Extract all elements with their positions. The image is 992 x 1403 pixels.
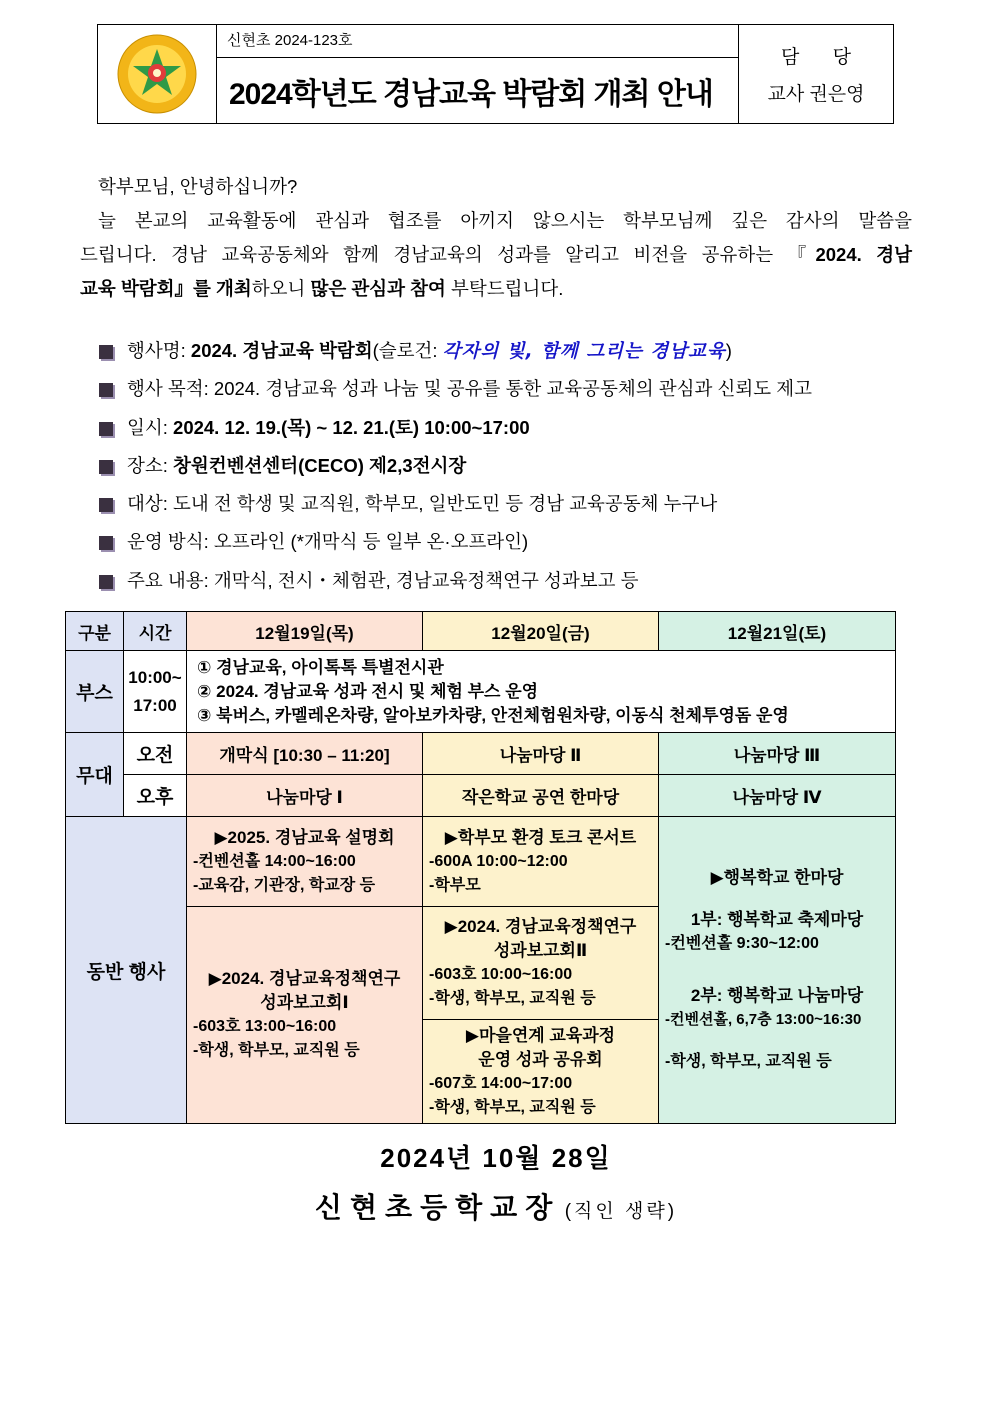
event-info-list: [99, 336, 919, 604]
event-title: 운영 성과 공유회: [478, 1049, 603, 1069]
booth-item: ② 2024. 경남교육 성과 전시 및 체험 부스 운영: [197, 681, 539, 701]
event-title: ▶2025. 경남교육 설명회: [214, 827, 395, 847]
table-row: [66, 733, 896, 775]
event-detail: -컨벤션홀, 6,7층 13:00~16:30: [665, 1011, 862, 1028]
booth-label: 부스: [66, 651, 124, 733]
event-title: ▶학부모 환경 토크 콘서트: [444, 827, 637, 847]
list-item: [99, 489, 919, 527]
list-item: [99, 451, 919, 489]
list-item: [99, 566, 919, 604]
event-date: 2024. 12. 19.(목) ~ 12. 21.(토) 10:00~17:00: [173, 416, 530, 438]
stage-pm-day1: 나눔마당 Ⅰ: [187, 775, 423, 817]
event-title: ▶2024. 경남교육정책연구: [208, 969, 401, 988]
table-row: [66, 612, 896, 651]
event-title: ▶2024. 경남교육정책연구: [444, 917, 637, 936]
event-happy-school: [659, 817, 896, 1124]
table-row: [66, 817, 896, 907]
table-row: [66, 651, 896, 733]
stage-pm-day3: 나눔마당 Ⅳ: [659, 775, 896, 817]
event-part: 1부: 행복학교 축제마당: [690, 910, 864, 929]
item-label: 장소:: [127, 454, 174, 476]
title-cell: [217, 25, 738, 123]
event-title: ▶마을연계 교육과정: [465, 1025, 616, 1045]
intro-line-2-text: 드립니다. 경남 교육공동체와 함께 경남교육의 성과를 알리고 비전을 공유하는 『: [80, 244, 816, 265]
header-time: 시간: [124, 612, 187, 651]
event-title: 성과보고회Ⅱ: [493, 941, 588, 960]
event-content: 주요 내용: 개막식, 전시・체험관, 경남교육정책연구 성과보고 등: [127, 569, 639, 591]
event-target: 대상: 도내 전 학생 및 교직원, 학부모, 일반도민 등 경남 교육공동체 누구나: [127, 493, 718, 515]
square-bullet-icon: [99, 345, 113, 359]
schedule-table: [65, 611, 896, 1124]
booth-time-start: 10:00~: [128, 667, 182, 687]
event-detail: -603호 13:00~16:00: [193, 1018, 337, 1035]
booth-time-end: 17:00: [133, 695, 177, 715]
event-title: 성과보고회Ⅰ: [260, 993, 349, 1012]
stage-am-day3: 나눔마당 Ⅲ: [659, 733, 896, 775]
square-bullet-icon: [99, 498, 113, 512]
header-day2: 12월20일(금): [423, 612, 659, 651]
event-talk-concert: [423, 817, 659, 907]
manager-label: 담 당: [781, 47, 865, 68]
events-label: 동반 행사: [66, 817, 187, 1124]
event-detail: -학생, 학부모, 교직원 등: [665, 1053, 832, 1070]
event-purpose: 행사 목적: 2024. 경남교육 성과 나눔 및 공유를 통한 교육공동체의 관심과 신뢰도 제고: [127, 378, 812, 400]
list-item: [99, 413, 919, 451]
booth-item: ③ 북버스, 카멜레온차량, 알아보카차량, 안전체험원차량, 이동식 천체투영돔 운영: [197, 705, 789, 725]
event-detail: -컨벤션홀 9:30~12:00: [665, 935, 819, 952]
intro-line-3: [80, 272, 912, 306]
table-row: [66, 775, 896, 817]
intro-line-3-end: 부탁드립니다.: [445, 278, 564, 299]
stage-am-day1: 개막식 [10:30 – 11:20]: [187, 733, 423, 775]
intro-line-2-bold: 2024. 경남: [815, 244, 912, 265]
event-policy-report-1: [187, 907, 423, 1124]
event-detail: -컨벤션홀 14:00~16:00: [193, 852, 356, 870]
square-bullet-icon: [99, 422, 113, 436]
event-detail: -603호 10:00~16:00: [429, 966, 573, 983]
header-category: 구분: [66, 612, 124, 651]
event-detail: -학생, 학부모, 교직원 등: [429, 990, 596, 1007]
square-bullet-icon: [99, 575, 113, 589]
signature-line: [0, 1186, 992, 1226]
pm-label: 오후: [124, 775, 187, 817]
header-day1: 12월19일(목): [187, 612, 423, 651]
issue-date: 2024년 10월 28일: [380, 1143, 612, 1173]
event-operation: 운영 방식: 오프라인 (*개막식 등 일부 온·오프라인): [127, 531, 529, 553]
document-header: [97, 24, 894, 124]
am-label: 오전: [124, 733, 187, 775]
square-bullet-icon: [99, 460, 113, 474]
event-detail: -학생, 학부모, 교직원 등: [429, 1098, 596, 1116]
list-item: [99, 374, 919, 412]
school-logo-cell: [98, 25, 217, 123]
header-day3: 12월21일(토): [659, 612, 896, 651]
booth-item: ① 경남교육, 아이톡톡 특별전시관: [197, 657, 444, 677]
event-detail: -교육감, 기관장, 학교장 등: [193, 876, 376, 894]
event-policy-report-2: [423, 907, 659, 1020]
slogan-prefix: (슬로건:: [372, 340, 443, 361]
event-detail: -600A 10:00~12:00: [429, 852, 568, 870]
list-item: [99, 527, 919, 565]
event-place: 창원컨벤션센터(CECO) 제2,3전시장: [173, 454, 467, 476]
slogan-suffix: ): [725, 340, 732, 361]
intro-line-1: 늘 본교의 교육활동에 관심과 협조를 아끼지 않으시는 학부모님께 깊은 감사의 말씀을: [98, 210, 912, 231]
document-number: 신현초 2024-123호: [217, 25, 738, 58]
event-detail: -607호 14:00~17:00: [429, 1074, 573, 1092]
stage-pm-day2: 작은학교 공연 한마당: [423, 775, 659, 817]
slogan: 각자의 빛, 함께 그리는 경남교육: [442, 341, 726, 362]
item-label: 일시:: [127, 416, 174, 438]
event-briefing: [187, 817, 423, 907]
school-logo-icon: [116, 33, 198, 115]
signer: 신현초등학교장: [314, 1192, 561, 1223]
square-bullet-icon: [99, 383, 113, 397]
event-title: ▶행복학교 한마당: [710, 868, 844, 887]
greeting: 학부모님, 안녕하십니까?: [98, 176, 298, 197]
page-title: 2024학년도 경남교육 박람회 개최 안내: [229, 77, 713, 111]
stage-am-day2: 나눔마당 Ⅱ: [423, 733, 659, 775]
booth-list: [187, 651, 896, 733]
event-detail: -학생, 학부모, 교직원 등: [193, 1042, 360, 1059]
item-label: 행사명:: [127, 340, 191, 361]
manager-cell: [738, 25, 893, 123]
event-part: 2부: 행복학교 나눔마당: [690, 986, 864, 1005]
intro-line-3-bold: 교육 박람회』를 개최: [80, 278, 252, 299]
stage-label: 무대: [66, 733, 124, 817]
intro-line-3-emphasis: 많은 관심과 참여: [310, 278, 446, 299]
seal-note: (직인 생략): [564, 1201, 678, 1222]
square-bullet-icon: [99, 536, 113, 550]
intro-line-2: [80, 238, 912, 272]
intro-paragraph: [80, 170, 912, 306]
manager-name: 교사 권은영: [767, 84, 865, 105]
list-item: [99, 336, 919, 374]
event-name: 2024. 경남교육 박람회: [190, 340, 373, 361]
event-detail: -학부모: [429, 876, 481, 894]
event-village-curriculum: [423, 1020, 659, 1124]
intro-line-3-text: 하오니: [251, 278, 311, 299]
booth-time: [124, 651, 187, 733]
